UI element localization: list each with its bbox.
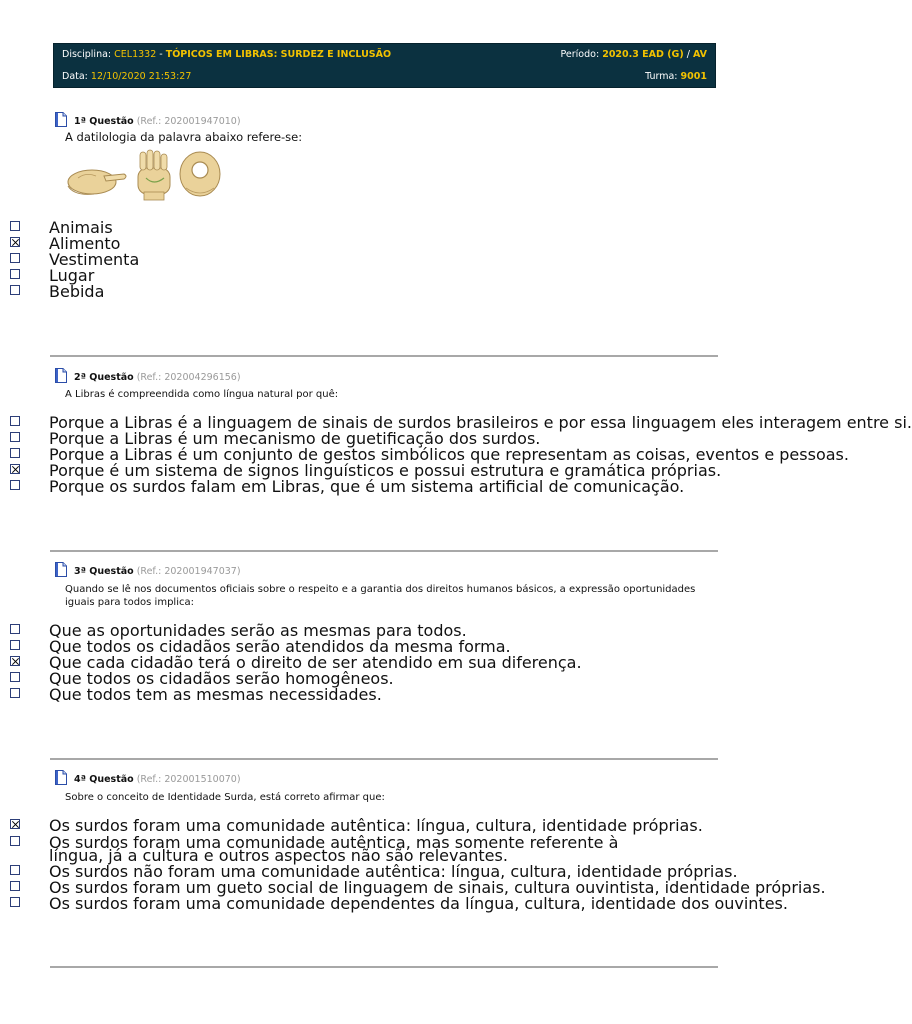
header-row-date <box>62 71 707 85</box>
period-type: AV <box>692 49 707 60</box>
checkbox-checked[interactable] <box>10 237 20 247</box>
question-stem: Sobre o conceito de Identidade Surda, está correto afirmar que: <box>65 792 385 803</box>
question-number-text: 3ª Questão <box>74 566 134 577</box>
question-divider <box>50 355 718 357</box>
question-stem: A Libras é compreendida como língua natural por quê: <box>65 389 339 400</box>
option-label: Que cada cidadão terá o direito de ser atendido em sua diferença. <box>49 653 582 672</box>
discipline-name: TÓPICOS EM LIBRAS: SURDEZ E INCLUSÃO <box>165 49 392 60</box>
question-header <box>55 774 719 788</box>
question-ref: (Ref.: 202001947010) <box>136 116 241 127</box>
period-value: 2020.3 EAD (G) <box>602 49 684 60</box>
option-label: Alimento <box>49 234 121 253</box>
question-divider <box>50 758 718 760</box>
checkbox[interactable] <box>10 640 20 650</box>
document-icon <box>55 368 67 386</box>
option-label: Os surdos foram uma comunidade autêntica, mas somente referente à língua, já a cultura e outros aspectos não são relevantes. <box>49 833 619 865</box>
class-value: 9001 <box>680 71 707 82</box>
date-label: Data: <box>62 71 88 82</box>
period-info <box>561 49 707 60</box>
question-ref: (Ref.: 202001510070) <box>136 774 241 785</box>
checkbox[interactable] <box>10 624 20 634</box>
option-label: Vestimenta <box>49 250 140 269</box>
checkbox[interactable] <box>10 432 20 442</box>
question-ref: (Ref.: 202004296156) <box>136 372 241 383</box>
option-label: Que todos os cidadãos serão homogêneos. <box>49 669 394 688</box>
question-4 <box>55 774 719 803</box>
option-label: Animais <box>49 218 113 237</box>
option-label: Que todos tem as mesmas necessidades. <box>49 685 382 704</box>
checkbox[interactable] <box>10 221 20 231</box>
checkbox[interactable] <box>10 881 20 891</box>
hand-sign-1 <box>68 170 126 194</box>
document-icon <box>55 112 67 130</box>
option-label: Porque a Libras é um mecanismo de guetificação dos surdos. <box>49 429 541 448</box>
question-divider <box>50 966 718 968</box>
question-ref: (Ref.: 202001947037) <box>136 566 241 577</box>
discipline-separator: - <box>156 49 166 60</box>
discipline-code: CEL1332 <box>114 49 157 60</box>
checkbox-checked[interactable] <box>10 819 20 829</box>
option-label: Os surdos não foram uma comunidade autêntica: língua, cultura, identidade próprias. <box>49 862 738 881</box>
checkbox[interactable] <box>10 448 20 458</box>
question-number <box>74 116 241 127</box>
hand-sign-3 <box>180 152 220 196</box>
discipline-label: Disciplina: <box>62 49 112 60</box>
option-label: Porque é um sistema de signos linguísticos e possui estrutura e gramática próprias. <box>49 461 722 480</box>
checkbox[interactable] <box>10 865 20 875</box>
checkbox-checked[interactable] <box>10 656 20 666</box>
question-header <box>55 372 719 386</box>
question-number <box>74 372 241 383</box>
question-3 <box>55 566 719 608</box>
option-label: Porque a Libras é um conjunto de gestos simbólicos que representam as coisas, eventos e pessoas. <box>49 445 849 464</box>
checkbox[interactable] <box>10 416 20 426</box>
date-info <box>62 71 191 82</box>
question-header <box>55 116 719 130</box>
question-stem: Quando se lê nos documentos oficiais sobre o respeito e a garantia dos direitos humanos básicos, a expressão oportunidades iguais para todos implica: <box>65 584 696 608</box>
checkbox-checked[interactable] <box>10 464 20 474</box>
option-label: Porque a Libras é a linguagem de sinais de surdos brasileiros e por essa linguagem eles interagem entre si. <box>49 413 912 432</box>
question-number-text: 1ª Questão <box>74 116 134 127</box>
checkbox[interactable] <box>10 836 20 846</box>
question-number <box>74 566 241 577</box>
document-icon <box>55 770 67 788</box>
option-label: Os surdos foram uma comunidade autêntica: língua, cultura, identidade próprias. <box>49 816 703 835</box>
class-label: Turma: <box>645 71 678 82</box>
option-label: Os surdos foram um gueto social de linguagem de sinais, cultura ouvintista, identidade próprias. <box>49 878 826 897</box>
discipline-info <box>62 49 391 60</box>
question-number-text: 4ª Questão <box>74 774 134 785</box>
checkbox[interactable] <box>10 480 20 490</box>
period-label: Período: <box>560 49 600 60</box>
option-label: Bebida <box>49 282 105 301</box>
period-separator: / <box>683 49 693 60</box>
header-row-discipline <box>62 49 707 63</box>
class-info <box>645 71 707 82</box>
checkbox[interactable] <box>10 897 20 907</box>
exam-header <box>53 43 716 88</box>
question-number-text: 2ª Questão <box>74 372 134 383</box>
option-label: Porque os surdos falam em Libras, que é um sistema artificial de comunicação. <box>49 477 685 496</box>
question-2 <box>55 372 719 400</box>
hand-sign-2 <box>138 150 170 200</box>
question-number <box>74 774 241 785</box>
checkbox[interactable] <box>10 253 20 263</box>
checkbox[interactable] <box>10 672 20 682</box>
question-1 <box>55 116 719 144</box>
option-label: Que as oportunidades serão as mesmas para todos. <box>49 621 467 640</box>
question-divider <box>50 550 718 552</box>
question-stem: A datilologia da palavra abaixo refere-se: <box>65 130 303 144</box>
document-icon <box>55 562 67 580</box>
option-label: Os surdos foram uma comunidade dependentes da língua, cultura, identidade dos ouvintes. <box>49 894 788 913</box>
date-value: 12/10/2020 21:53:27 <box>90 71 192 82</box>
checkbox[interactable] <box>10 688 20 698</box>
option-label: Lugar <box>49 266 95 285</box>
checkbox[interactable] <box>10 269 20 279</box>
option-label: Que todos os cidadãos serão atendidos da mesma forma. <box>49 637 511 656</box>
question-header <box>55 566 719 580</box>
hand-signs-illustration <box>64 148 224 202</box>
checkbox[interactable] <box>10 285 20 295</box>
